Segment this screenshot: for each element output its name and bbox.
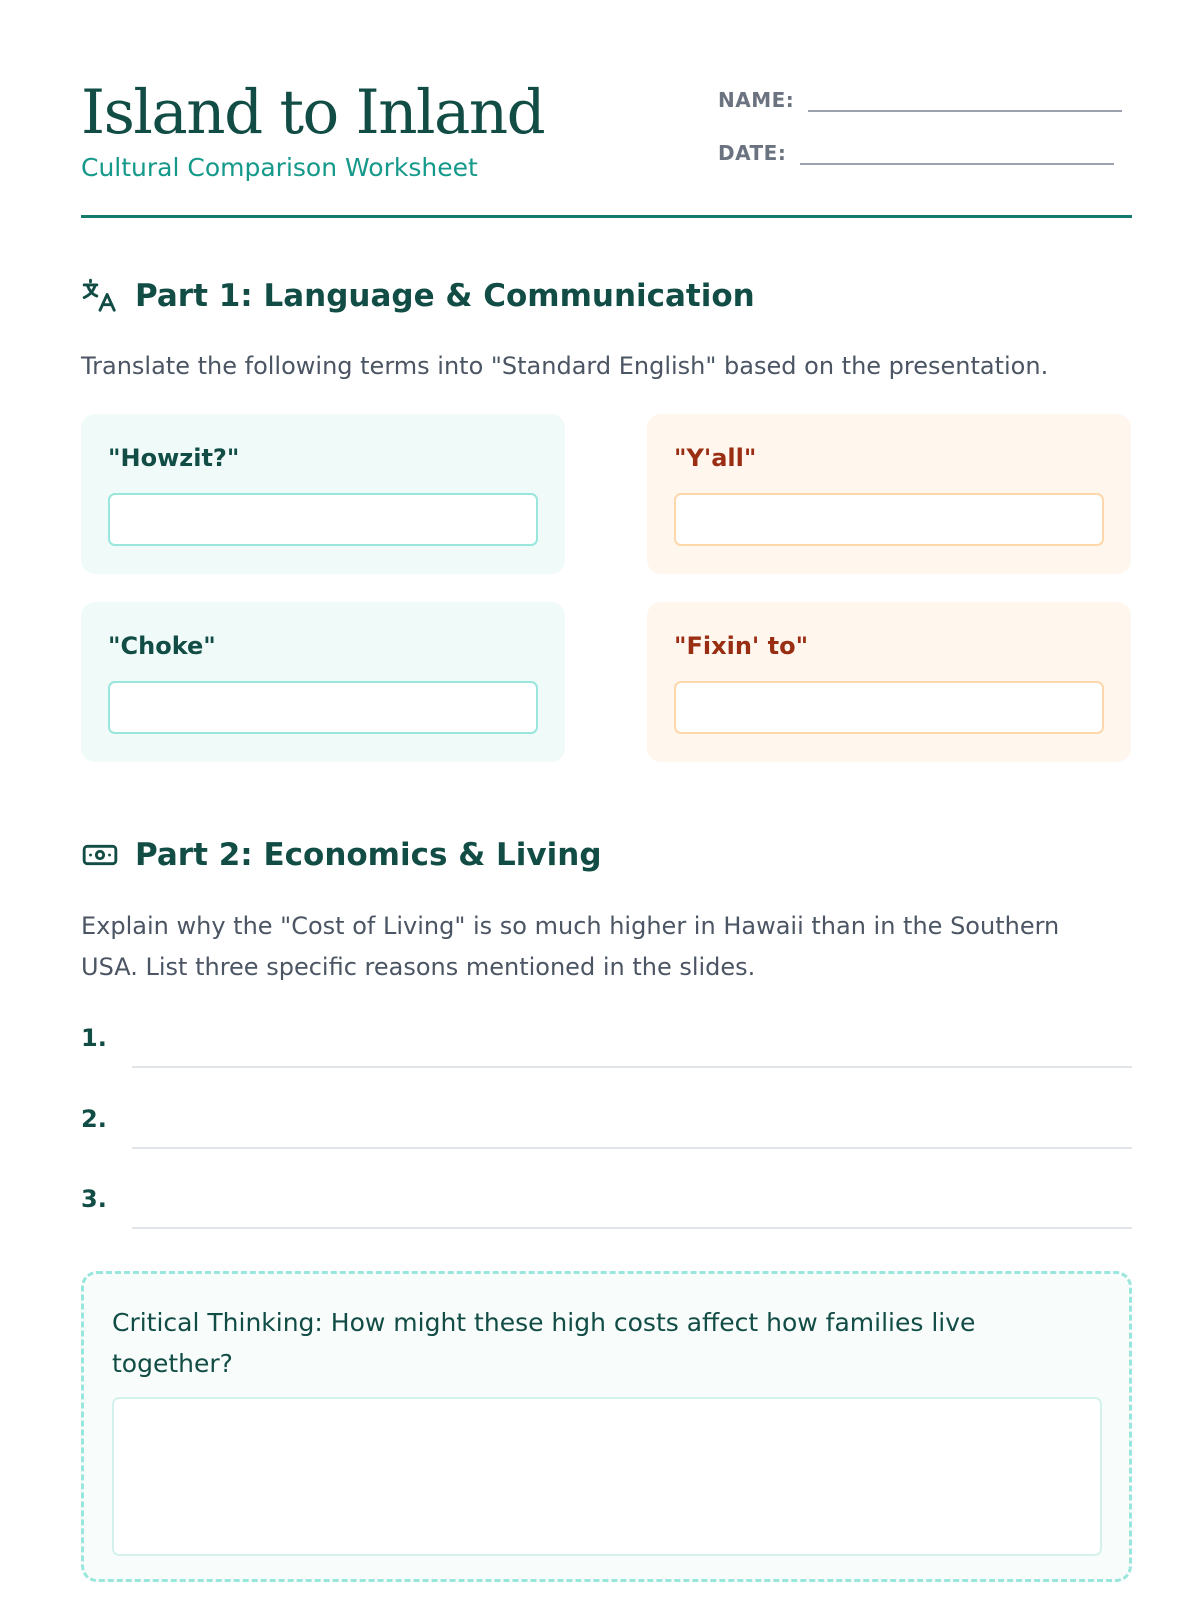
term-card-fixin-to <box>647 602 1131 762</box>
part2-title: Part 2: Economics & Living <box>135 837 602 873</box>
translation-input-howzit[interactable] <box>108 493 538 546</box>
worksheet-header <box>81 77 1132 218</box>
critical-thinking-prompt: Critical Thinking: How might these high costs affect how families live together? <box>112 1308 976 1378</box>
translation-input-fixin-to[interactable] <box>674 681 1104 734</box>
reason-row-2 <box>81 1105 1132 1149</box>
money-icon <box>81 836 119 874</box>
date-field[interactable] <box>800 163 1114 165</box>
term-card-howzit <box>81 414 565 574</box>
part2-heading <box>81 836 602 874</box>
term-card-yall <box>647 414 1131 574</box>
reason-number: 2. <box>81 1105 107 1133</box>
worksheet-subtitle: Cultural Comparison Worksheet <box>81 153 478 182</box>
part1-heading <box>81 277 755 315</box>
reason-answer-line-1[interactable] <box>132 1066 1132 1068</box>
part1-instructions: Translate the following terms into "Standard English" based on the presentation. <box>81 352 1049 380</box>
reason-row-1 <box>81 1024 1132 1068</box>
term-label: "Y'all" <box>674 444 757 472</box>
reason-number: 3. <box>81 1185 107 1213</box>
date-field-row <box>718 141 1114 165</box>
reason-answer-line-3[interactable] <box>132 1227 1132 1229</box>
translation-input-choke[interactable] <box>108 681 538 734</box>
term-card-choke <box>81 602 565 762</box>
date-label: DATE: <box>718 141 787 165</box>
critical-thinking-response[interactable] <box>112 1397 1102 1556</box>
term-label: "Choke" <box>108 632 216 660</box>
translation-input-yall[interactable] <box>674 493 1104 546</box>
name-field[interactable] <box>808 110 1122 112</box>
critical-thinking-box <box>81 1271 1132 1582</box>
reason-answer-line-2[interactable] <box>132 1147 1132 1149</box>
translate-icon <box>81 277 119 315</box>
worksheet-title: Island to Inland <box>81 77 545 148</box>
name-field-row <box>718 88 1122 112</box>
part1-title: Part 1: Language & Communication <box>135 278 755 314</box>
name-label: NAME: <box>718 88 795 112</box>
part2-instructions: Explain why the "Cost of Living" is so much higher in Hawaii than in the Southern USA. List three specific reasons mentioned in the slides. <box>81 912 1060 981</box>
term-label: "Fixin' to" <box>674 632 809 660</box>
term-label: "Howzit?" <box>108 444 240 472</box>
reason-row-3 <box>81 1185 1132 1229</box>
reason-number: 1. <box>81 1024 107 1052</box>
